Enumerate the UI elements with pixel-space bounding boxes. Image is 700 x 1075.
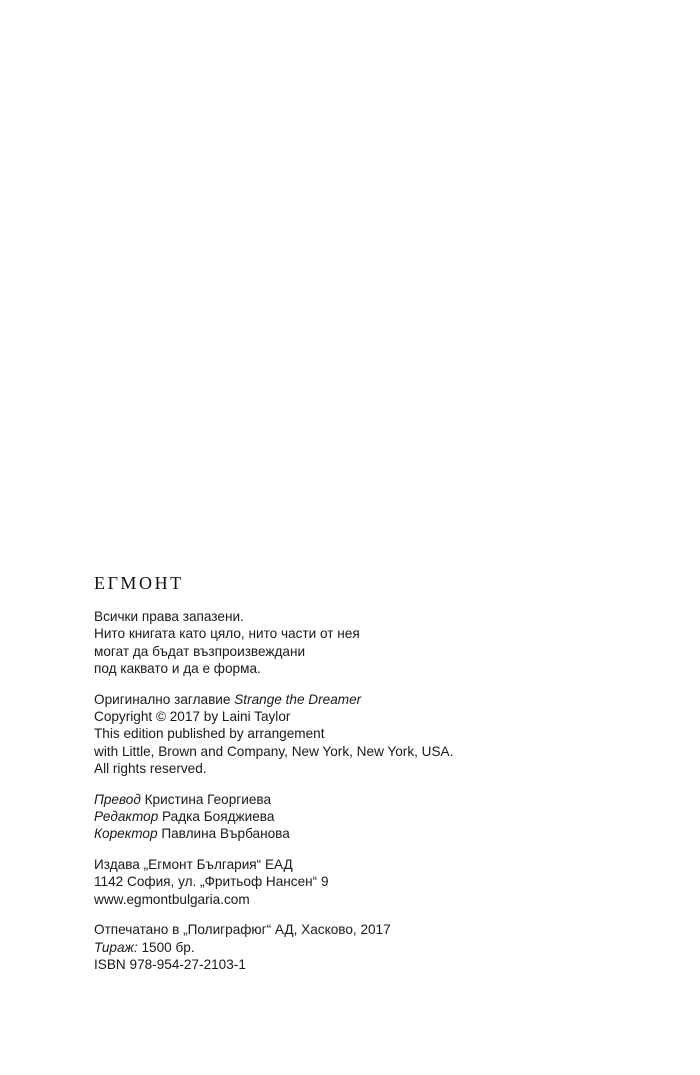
original-edition-info xyxy=(94,691,654,778)
credits xyxy=(94,791,654,843)
credit-role: Превод xyxy=(94,791,141,807)
credit-editor xyxy=(94,808,654,825)
rights-notice xyxy=(94,608,654,678)
printed-by: Отпечатано в „Полиграфюг“ АД, Хасково, 2017 xyxy=(94,922,391,938)
imprint-block xyxy=(94,572,654,986)
credit-proofreader xyxy=(94,825,654,842)
original-title-label: Оригинално заглавие xyxy=(94,691,231,707)
original-title-line xyxy=(94,691,654,708)
print-run-label: Тираж: xyxy=(94,939,138,955)
credit-name: Радка Бояджиева xyxy=(162,809,275,825)
isbn: ISBN 978-954-27-2103-1 xyxy=(94,956,246,972)
credit-name: Кристина Георгиева xyxy=(144,791,272,807)
publisher-logo: ЕГМОНТ xyxy=(94,573,184,593)
rights-line: под каквато и да е форма. xyxy=(94,661,261,677)
publisher-address: 1142 София, ул. „Фритьоф Нансен“ 9 xyxy=(94,874,329,890)
publisher-website: www.egmontbulgaria.com xyxy=(94,891,250,907)
print-run-value: 1500 бр. xyxy=(141,939,195,955)
copyright-line: Copyright © 2017 by Laini Taylor xyxy=(94,709,291,725)
credit-name: Павлина Върбанова xyxy=(161,826,290,842)
arrangement-line: This edition published by arrangement xyxy=(94,726,325,742)
credit-role: Редактор xyxy=(94,809,159,825)
print-run xyxy=(94,939,654,956)
original-title-value: Strange the Dreamer xyxy=(234,691,362,707)
rights-line: Всички права запазени. xyxy=(94,609,244,624)
printing-info xyxy=(94,921,654,973)
publisher-name: Издава „Егмонт България“ ЕАД xyxy=(94,856,293,872)
rights-line: могат да бъдат възпроизвеждани xyxy=(94,643,306,659)
credit-role: Коректор xyxy=(94,826,158,842)
credit-translator xyxy=(94,791,654,808)
all-rights-reserved: All rights reserved. xyxy=(94,761,207,777)
arrangement-line: with Little, Brown and Company, New York, New York, USA. xyxy=(94,743,454,759)
publisher-info xyxy=(94,856,654,908)
rights-line: Нито книгата като цяло, нито части от нея xyxy=(94,626,360,642)
